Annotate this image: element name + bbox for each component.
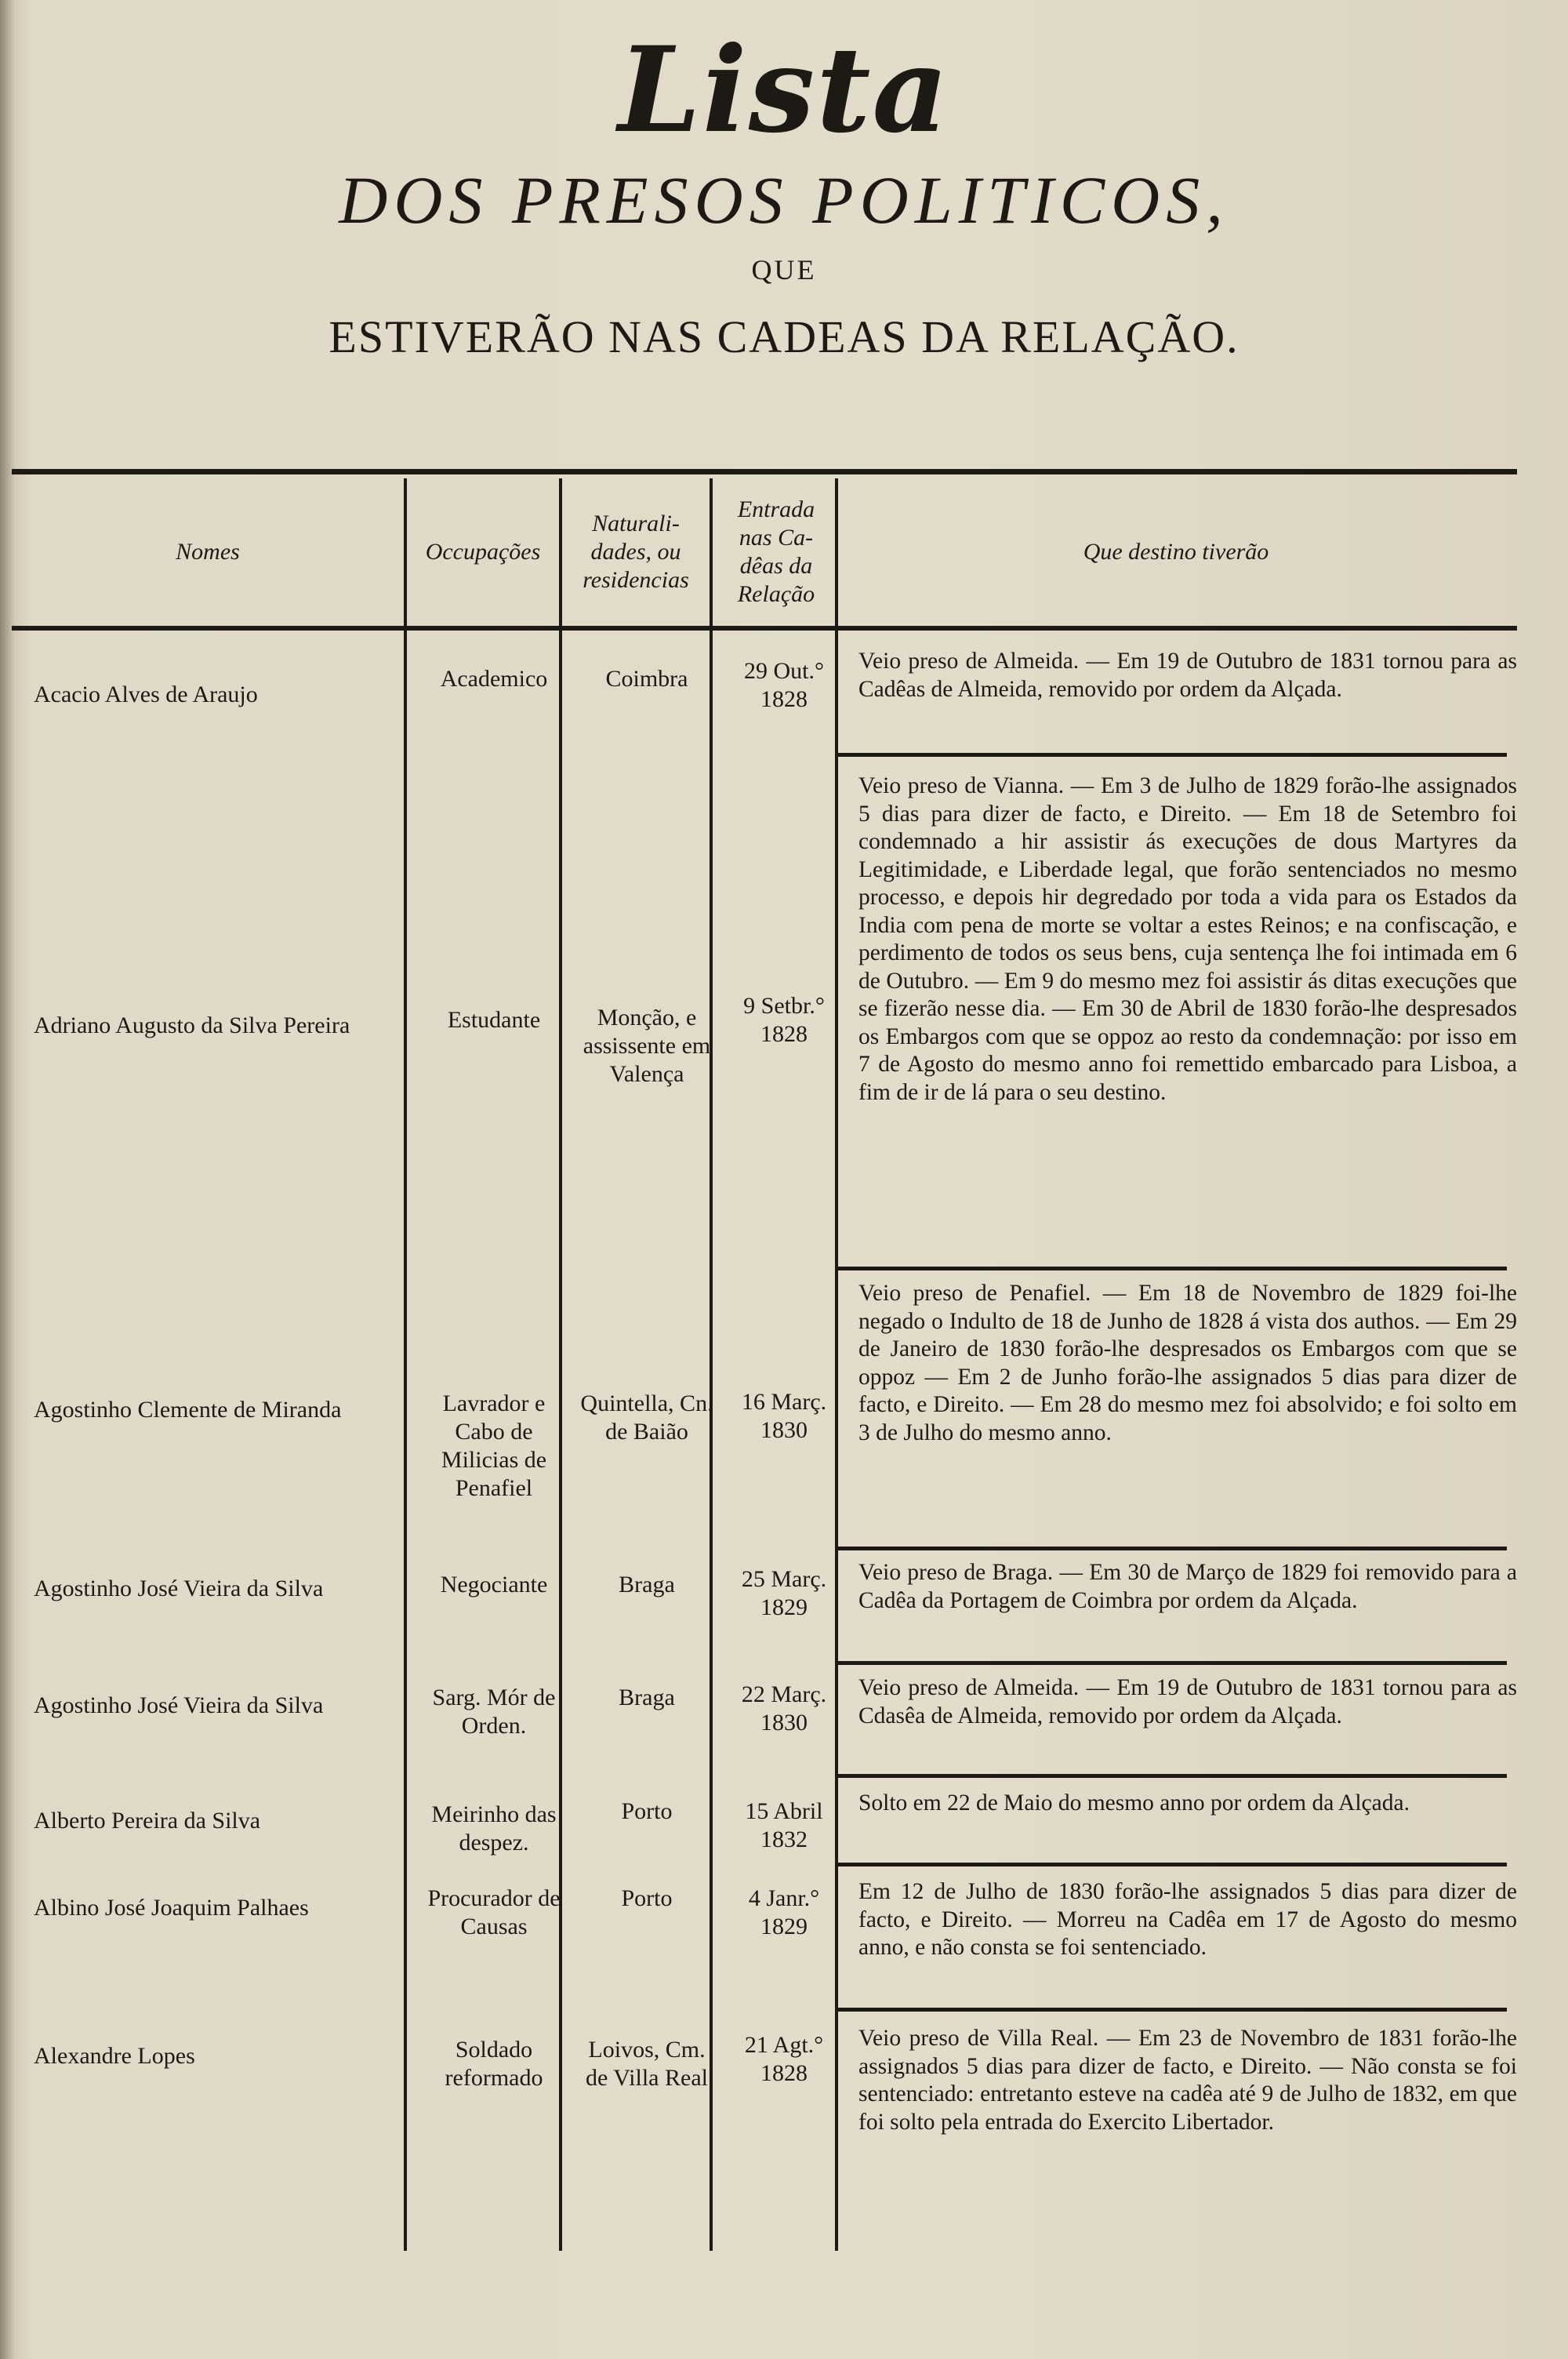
cell-entrada: 4 Janr.° 1829 [748, 1885, 820, 1939]
cell-destino: Veio preso de Braga. — Em 30 de Março de 1829 foi removido para a Cadêa da Portagem de Coimbra por ordem da Alçada. [858, 1560, 1517, 1613]
cell-nome: Adriano Augusto da Silva Pereira [34, 1012, 350, 1038]
table-row [12, 1878, 1517, 2008]
cell-nome: Alexandre Lopes [34, 2043, 195, 2069]
header-destino: Que destino tiverão [1083, 539, 1269, 565]
cell-occupacao: Lavrador e Cabo de Milicias de Penafiel [441, 1390, 547, 1501]
table-row [12, 1790, 1517, 1868]
cell-occupacao: Soldado reformado [445, 2037, 543, 2091]
cell-occupacao: Procurador de Causas [427, 1885, 561, 1939]
cell-naturalidade: Porto [621, 1798, 673, 1824]
row-separator [837, 1267, 1507, 1270]
cell-entrada: 21 Agt.° 1828 [744, 2032, 824, 2086]
cell-naturalidade: Monção, e assissente em Valença [583, 1005, 711, 1087]
cell-occupacao: Negociante [440, 1572, 548, 1598]
cell-occupacao: Academico [440, 666, 548, 692]
cell-nome: Alberto Pereira da Silva [34, 1808, 261, 1834]
cell-destino: Em 12 de Julho de 1830 forão-lhe assignados 5 dias para dizer de facto, e Direito. — Morreu na Cadêa em 17 de Agosto do mesmo anno, e não consta se foi sentenciado. [858, 1879, 1517, 1960]
cell-nome: Agostinho José Vieira da Silva [34, 1576, 324, 1601]
table-row [12, 1280, 1517, 1547]
table-row [12, 643, 1517, 753]
cell-naturalidade: Braga [619, 1685, 675, 1710]
header-nomes: Nomes [176, 539, 240, 565]
cell-naturalidade: Porto [621, 1885, 673, 1911]
title-line-2: QUE [751, 254, 817, 285]
title-line-1: DOS PRESOS POLITICOS, [339, 162, 1229, 238]
cell-nome: Albino José Joaquim Palhaes [34, 1895, 309, 1921]
row-separator [837, 1547, 1507, 1550]
row-separator [837, 1774, 1507, 1778]
cell-naturalidade: Coimbra [605, 666, 688, 692]
cell-entrada: 29 Out.° 1828 [744, 658, 824, 712]
cell-destino: Veio preso de Penafiel. — Em 18 de Novembro de 1829 foi-lhe negado o Indulto de 18 de Junho de 1828 á vista dos authos. — Em 29 de Janeiro de 1830 forão-lhe despresados os Embargos com que se oppoz — Em 2 de Junho forão-lhe assignados 5 dias para dizer de facto, e Direito. — Em 28 do mesmo mez foi absolvido; e foi solto em 3 de Julho do mesmo anno. [858, 1281, 1517, 1445]
cell-destino: Veio preso de Villa Real. — Em 23 de Novembro de 1831 forão-lhe assignados 5 dias para dizer de facto, e Direito. — Não consta se foi sentenciado: entretanto esteve na cadêa até 9 de Julho de 1832, em que foi solto pela entrada do Exercito Libertador. [858, 2026, 1517, 2135]
cell-destino: Veio preso de Almeida. — Em 19 de Outubro de 1831 tornou para as Cdasêa de Almeida, removido por ordem da Alçada. [858, 1675, 1517, 1728]
cell-entrada: 25 Març. 1829 [741, 1566, 827, 1620]
header-naturalidades: Naturali- dades, ou residencias [583, 511, 689, 593]
cell-nome: Agostinho Clemente de Miranda [34, 1397, 342, 1423]
cell-entrada: 15 Abril 1832 [745, 1798, 823, 1852]
table-row [12, 772, 1517, 1267]
title-lista: Lista [618, 21, 950, 159]
cell-naturalidade: Loivos, Cm. de Villa Real [586, 2037, 708, 2091]
cell-occupacao: Estudante [447, 1007, 541, 1033]
cell-entrada: 9 Setbr.° 1828 [743, 993, 825, 1047]
cell-destino: Solto em 22 de Maio do mesmo anno por ordem da Alçada. [858, 1790, 1410, 1816]
cell-occupacao: Meirinho das despez. [431, 1801, 557, 1856]
row-separator [837, 753, 1507, 757]
cell-naturalidade: Braga [619, 1572, 675, 1598]
row-separator [837, 1661, 1507, 1665]
row-separator [837, 1863, 1507, 1866]
cell-entrada: 16 Març. 1830 [741, 1389, 827, 1443]
header-occupacoes: Occupações [425, 539, 541, 565]
cell-destino: Veio preso de Almeida. — Em 19 de Outubro de 1831 tornou para as Cadêas de Almeida, removido por ordem da Alçada. [858, 649, 1517, 702]
cell-naturalidade: Quintella, Cn. de Baião [580, 1390, 713, 1445]
table-row [12, 2025, 1517, 2166]
row-separator [837, 2008, 1507, 2012]
table-row [12, 1674, 1517, 1776]
table-row [12, 1559, 1517, 1661]
cell-destino: Veio preso de Vianna. — Em 3 de Julho de 1829 forão-lhe assignados 5 dias para dizer de facto, e Direito. — Em 18 de Setembro foi condemnado a hir assistir ás execuções de dous Martyres da Legitimidade, e Liberdade legal, que forão sentenciados no mesmo processo, e depois hir degredado por toda a vida para os Estados da India com pena de morte se voltar a estes Reinos; e na confiscação, e perdimento de todos os seus bens, cuja sentença lhe foi intimada em 6 de Outubro. — Em 9 do mesmo mez foi assistir ás ditas execuções que se fizerão nesse dia. — Em 30 de Abril de 1830 forão-lhe despresados os Embargos com que se oppoz ao resto da condemnação: por isso em 7 de Agosto do mesmo anno foi remettido embarcado para Lisboa, a fim de ir de lá para o seu destino. [858, 773, 1517, 1105]
cell-nome: Acacio Alves de Araujo [34, 682, 258, 707]
table-header-rule [12, 626, 1517, 631]
table-top-rule [12, 469, 1517, 474]
cell-nome: Agostinho José Vieira da Silva [34, 1692, 324, 1718]
header-entrada: Entrada nas Ca- dêas da Relação [737, 496, 815, 607]
title-line-3: ESTIVERÃO NAS CADEAS DA RELAÇÃO. [328, 311, 1240, 362]
cell-occupacao: Sarg. Mór de Orden. [432, 1685, 556, 1739]
cell-entrada: 22 Març. 1830 [741, 1681, 827, 1736]
